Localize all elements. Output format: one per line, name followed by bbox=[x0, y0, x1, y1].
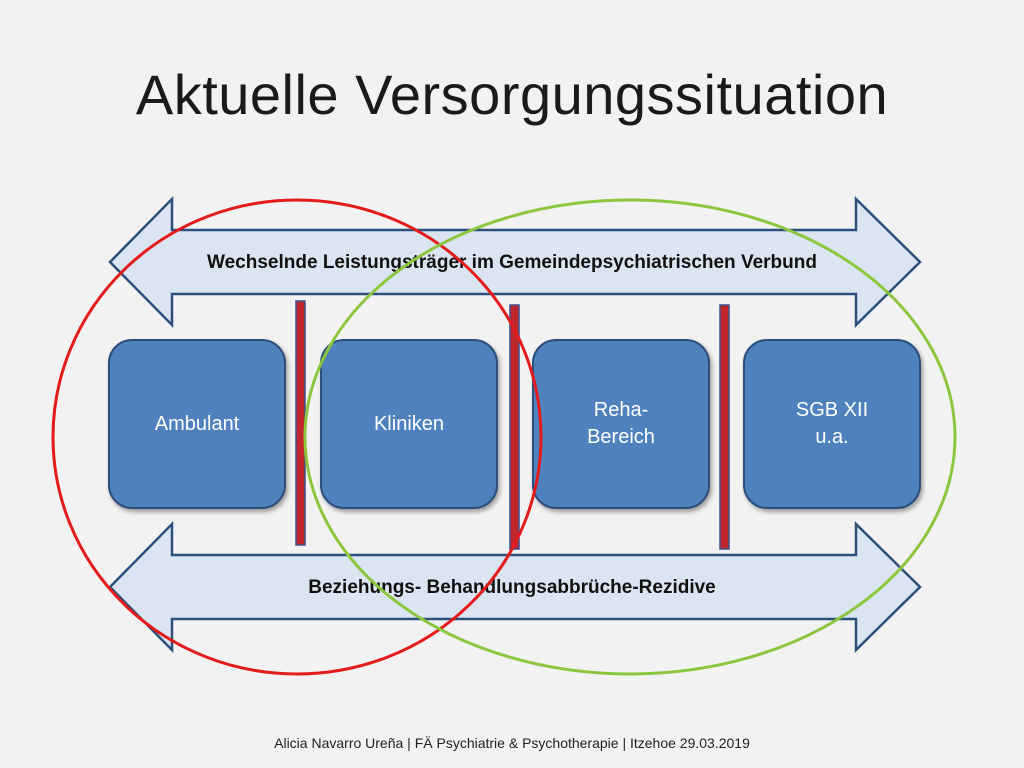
box-label: Ambulant bbox=[154, 412, 240, 435]
slide-title: Aktuelle Versorgungssituation bbox=[135, 63, 889, 126]
box-label-line1: SGB XII bbox=[795, 399, 869, 421]
separator-bar bbox=[296, 301, 305, 545]
box-kliniken bbox=[320, 339, 498, 509]
box-label-line1: Reha- bbox=[593, 399, 649, 421]
separator-bar bbox=[720, 305, 729, 549]
box-label-line2: u.a. bbox=[815, 426, 849, 448]
box-ambulant bbox=[108, 339, 286, 509]
box-label-line2: Bereich bbox=[587, 426, 655, 448]
box-sgb-xii bbox=[743, 339, 921, 509]
box-reha-bereich bbox=[532, 339, 710, 509]
footer-credit: Alicia Navarro Ureña | FÄ Psychiatrie & Psychotherapie | Itzehoe 29.03.2019 bbox=[274, 735, 750, 751]
separator-bar bbox=[510, 305, 519, 549]
top-arrow-label: Wechselnde Leistungsträger im Gemeindepsychiatrischen Verbund bbox=[207, 252, 817, 273]
bottom-arrow-label: Beziehungs- Behandlungsabbrüche-Rezidive bbox=[308, 577, 716, 598]
box-label: Kliniken bbox=[373, 412, 445, 435]
